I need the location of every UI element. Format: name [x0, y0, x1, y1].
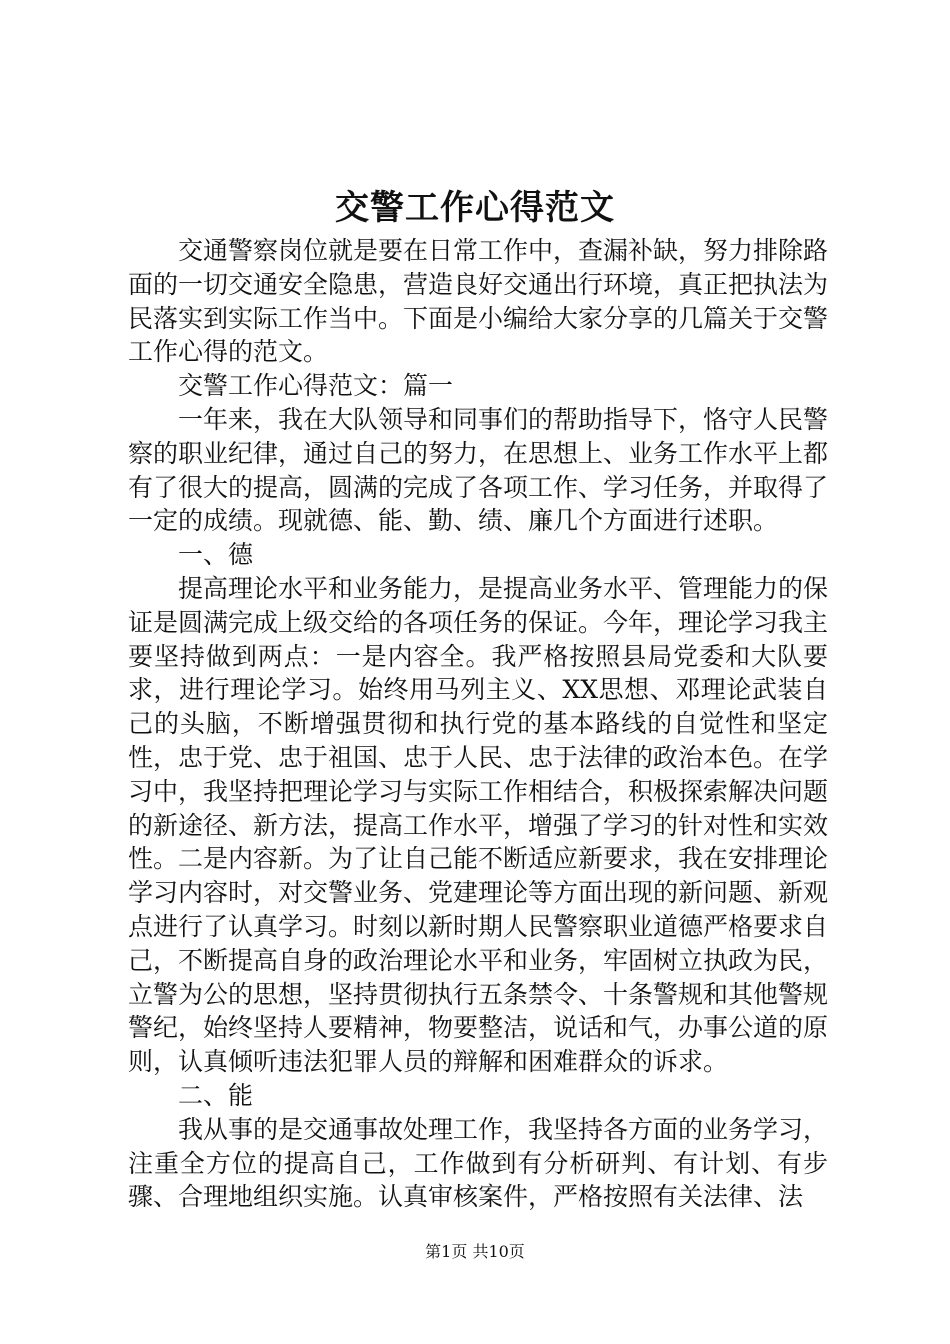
section-heading-article-one: 交警工作心得范文：篇一: [178, 371, 454, 401]
ability-paragraph: 我从事的是交通事故处理工作，我坚持各方面的业务学习，注重全方位的提高自己，工作做到有分析研判、有计划、有步骤、合理地组织实施。认真审核案件，严格按照有关法律、法: [128, 1114, 829, 1212]
section-heading-virtue: 一、德: [178, 540, 254, 570]
section-heading-ability: 二、能: [178, 1080, 254, 1110]
virtue-paragraph: 提高理论水平和业务能力，是提高业务水平、管理能力的保证是圆满完成上级交给的各项任务的保证。今年，理论学习我主要坚持做到两点：一是内容全。我严格按照县局党委和大队要求，进行理论学习。始终用马列主义、XX思想、邓理论武装自己的头脑，不断增强贯彻和执行党的基本路线的自觉性和坚定性，忠于党、忠于祖国、忠于人民、忠于法律的政治本色。在学习中，我坚持把理论学习与实际工作相结合，积极探索解决问题的新途径、新方法，提高工作水平，增强了学习的针对性和实效性。二是内容新。为了让自己能不断适应新要求，我在安排理论学习内容时，对交警业务、党建理论等方面出现的新问题、新观点进行了认真学习。时刻以新时期人民警察职业道德严格要求自己，不断提高自身的政治理论水平和业务，牢固树立执政为民，立警为公的思想，坚持贯彻执行五条禁令、十条警规和其他警规警纪，始终坚持人要精神，物要整洁，说话和气，办事公道的原则，认真倾听违法犯罪人员的辩解和困难群众的诉求。: [128, 573, 829, 1077]
document-body: [128, 234, 828, 1214]
summary-paragraph: 一年来，我在大队领导和同事们的帮助指导下，恪守人民警察的职业纪律，通过自己的努力，在思想上、业务工作水平上都有了很大的提高，圆满的完成了各项工作、学习任务，并取得了一定的成绩。现就德、能、勤、绩、廉几个方面进行述职。: [128, 404, 829, 536]
page-footer: 第1页 共10页: [425, 1242, 525, 1261]
document-title: 交警工作心得范文: [335, 188, 615, 228]
intro-paragraph: 交通警察岗位就是要在日常工作中，查漏补缺，努力排除路面的一切交通安全隐患，营造良好交通出行环境，真正把执法为民落实到实际工作当中。下面是小编给大家分享的几篇关于交警工作心得的范文。: [128, 236, 829, 367]
